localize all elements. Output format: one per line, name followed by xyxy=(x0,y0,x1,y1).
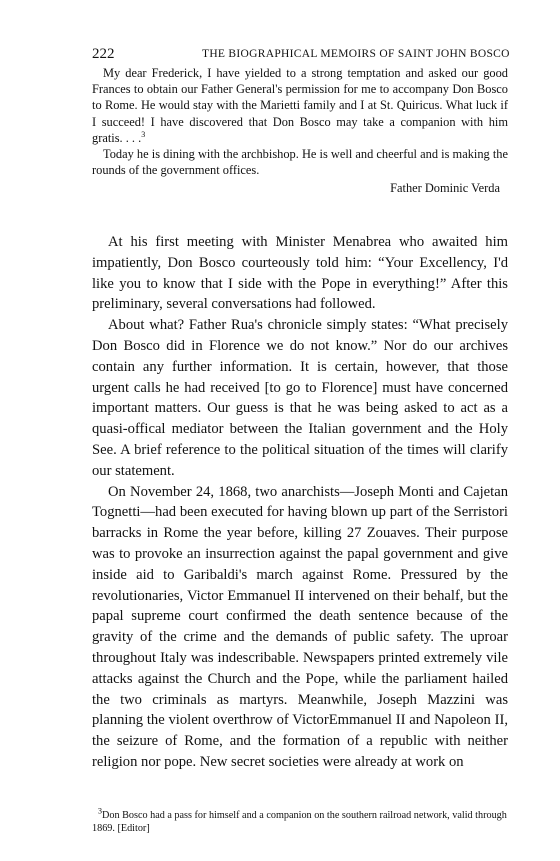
quoted-letter xyxy=(92,65,508,197)
footnote-mark: 3 xyxy=(98,806,102,816)
body-paragraph: At his first meeting with Minister Menabrea who awaited him impatiently, Don Bosco courteously told him: “Your Excellency, I'd like you to know that I side with the Pope in everything!” After this preliminary, several conversations had followed. xyxy=(92,234,508,313)
footnote-reference: 3 xyxy=(141,129,146,139)
footnote-paragraph xyxy=(92,806,510,835)
letter-signature: Father Dominic Verda xyxy=(390,181,500,196)
letter-paragraph: Today he is dining with the archbishop. He is well and cheerful and is making the rounds of the government offices. xyxy=(92,147,508,178)
body-text xyxy=(92,232,508,773)
body-paragraph: On November 24, 1868, two anarchists—Joseph Monti and Cajetan Tognetti—had been executed for having blown up part of the Serristori barracks in Rome the year before, killing 27 Zouaves. Their purpose was to provoke an insurrection against the papal government and give inside aid to Garibaldi's march against Rome. Pressured by the revolutionaries, Victor Emmanuel II intervened on their behalf, but the papal supreme court confirmed the death sentence because of the gravity of the crime and the demands of public safety. The uproar throughout Italy was indescribable. Newspapers printed extremely vile attacks against the Church and the Pope, while the parliament hailed the two criminals as martyrs. Meanwhile, Joseph Mazzini was planning the violent overthrow of VictorEmmanuel II and Napoleon II, the seizure of Rome, and the formation of a republic with neither religion nor pope. New secret societies were already at work on xyxy=(92,483,508,770)
letter-paragraph xyxy=(92,65,508,146)
page-number: 222 xyxy=(92,46,115,62)
footnote xyxy=(92,806,510,835)
body-paragraph: About what? Father Rua's chronicle simply states: “What precisely Don Bosco did in Florence we do not know.” Nor do our archives contain any further information. It is certain, however, that those urgent calls he had received [to go to Florence] must have concerned important matters. Our guess is that he was being asked to act as a quasi-offical mediator between the Italian government and the Holy See. A brief reference to the political situation of the times will clarify our statement. xyxy=(92,317,508,479)
footnote-text: Don Bosco had a pass for himself and a companion on the southern railroad network, valid through 1869. [Editor] xyxy=(92,810,507,834)
letter-text: My dear Frederick, I have yielded to a strong temptation and asked our good Frances to obtain our Father General's permission for me to accompany Don Bosco to Rome. He would stay with the Marietti family and I at St. Quiricus. What luck if I succeed! I have discovered that Don Bosco may take a companion with him gratis. . . . xyxy=(92,66,508,145)
running-title: THE BIOGRAPHICAL MEMOIRS OF SAINT JOHN BOSCO xyxy=(202,48,510,60)
